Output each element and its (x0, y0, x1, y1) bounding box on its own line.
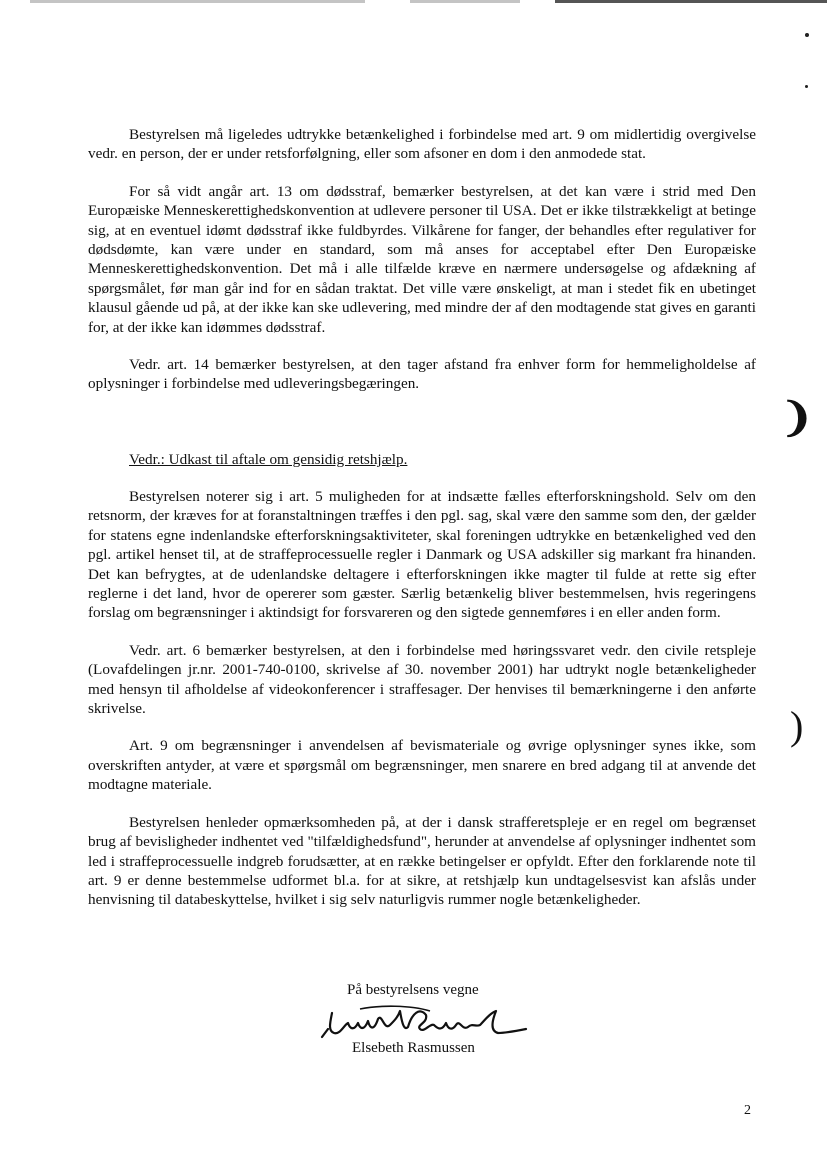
paragraph: Bestyrelsen henleder opmærksomheden på, at der i dansk strafferetspleje er en regel om begrænset brug af bevisligheder indhentet ved "tilfældighedsfund", herunder at anvendelse af oplysninger indhentet som led i straffeprocessuelle indgreb forudsætter, at en række betingelser er opfyldt. Efter den forklarende note til art. 9 er denne bestemmelse udformet bl.a. for at sikre, at retshjælp kun undtagelsesvist kan afslås under henvisning til databeskyttelse, hvilket i sig selv naturligvis rummer nogle betænkeligheder. (88, 813, 756, 909)
document-body-top (88, 125, 756, 412)
paragraph: Vedr. art. 14 bemærker bestyrelsen, at den tager afstand fra enhver form for hemmeligholdelse af oplysninger i forbindelse med udleveringsbegæringen. (88, 356, 756, 393)
scan-edge-line (30, 0, 365, 3)
scan-speck (805, 85, 808, 88)
paragraph: Bestyrelsen noterer sig i art. 5 muligheden for at indsætte fælles efterforskningshold. Selv om den retsnorm, der kræves for at foranstaltningen træffes i den pgl. sag, skal være den samme som den, der gælder for statens egne indenlandske efterforskningsaktiviteter, skal foreningen udtrykke en betænkelighed ved den pgl. artikel henset til, at de straffeprocessuelle regler i Danmark og USA adskiller sig markant fra hinanden. Det kan befrygtes, at de udenlandske deltagere i efterforskningen ikke magter til fulde at rette sig efter reglerne i det land, hvor de opererer som gæster. Særlig betænkelig bliver bestemmelsen, hvis regeringens forslag om begrænsninger i aktindsigt for forsvareren og den sigtede gennemføres i en eller anden form. (88, 488, 756, 622)
handwritten-signature (320, 1003, 540, 1043)
paragraph: For så vidt angår art. 13 om dødsstraf, bemærker bestyrelsen, at det kan være i strid med Den Europæiske Menneskerettighedskonvention at udlevere personer til USA. Det er ikke tilstrækkeligt at betinge sig, at en eventuel idømt dødsstraf ikke fuldbyrdes. Vilkårene for fanger, der behandles efter regulativer for dødsdømte, kan være under en standard, som må anses for acceptabel efter Den Europæiske Menneskerettighedskonvention. Det må i alle tilfælde kræve en nærmere undersøgelse og afdækning af spørgsmålet, før man går ind for en sådan traktat. Det ville være ønskeligt, at man i stedet fik en ubetinget klausul gående ud på, at der ikke kan ske udlevering, med mindre der af den modtagende stat gives en garanti for, at der ikke kan idømmes dødsstraf. (88, 182, 756, 336)
paragraph: Vedr. art. 6 bemærker bestyrelsen, at den i forbindelse med høringssvaret vedr. den civile retspleje (Lovafdelingen jr.nr. 2001-740-0100, skrivelse af 30. november 2001) har udtrykt nogle betænkeligheder med hensyn til afholdelse af videokonferencer i straffesager. Der henvises til bemærkningerne i den anførte skrivelse. (88, 641, 756, 718)
section-heading: Vedr.: Udkast til aftale om gensidig retshjælp. (129, 451, 408, 468)
page-number: 2 (744, 1103, 751, 1118)
punch-hole-mark: ) (790, 703, 804, 748)
closing-line: På bestyrelsens vegne (347, 982, 479, 998)
paragraph: Art. 9 om begrænsninger i anvendelsen af bevismateriale og øvrige oplysninger synes ikke, som overskriften antyder, at være et spørgsmål om begrænsninger, men snarere en bred adgang til at anvende det modtagne materiale. (88, 737, 756, 794)
scan-edge-line (555, 0, 827, 3)
scan-edge-line (410, 0, 520, 3)
scan-speck (805, 33, 809, 37)
punch-hole-mark: ❩ (780, 395, 814, 440)
paragraph: Bestyrelsen må ligeledes udtrykke betænkelighed i forbindelse med art. 9 om midlertidig overgivelse vedr. en person, der er under retsforfølgning, eller som afsoner en dom i den anmodede stat. (88, 126, 756, 163)
signer-name: Elsebeth Rasmussen (352, 1040, 475, 1056)
document-body-bottom (88, 487, 756, 928)
